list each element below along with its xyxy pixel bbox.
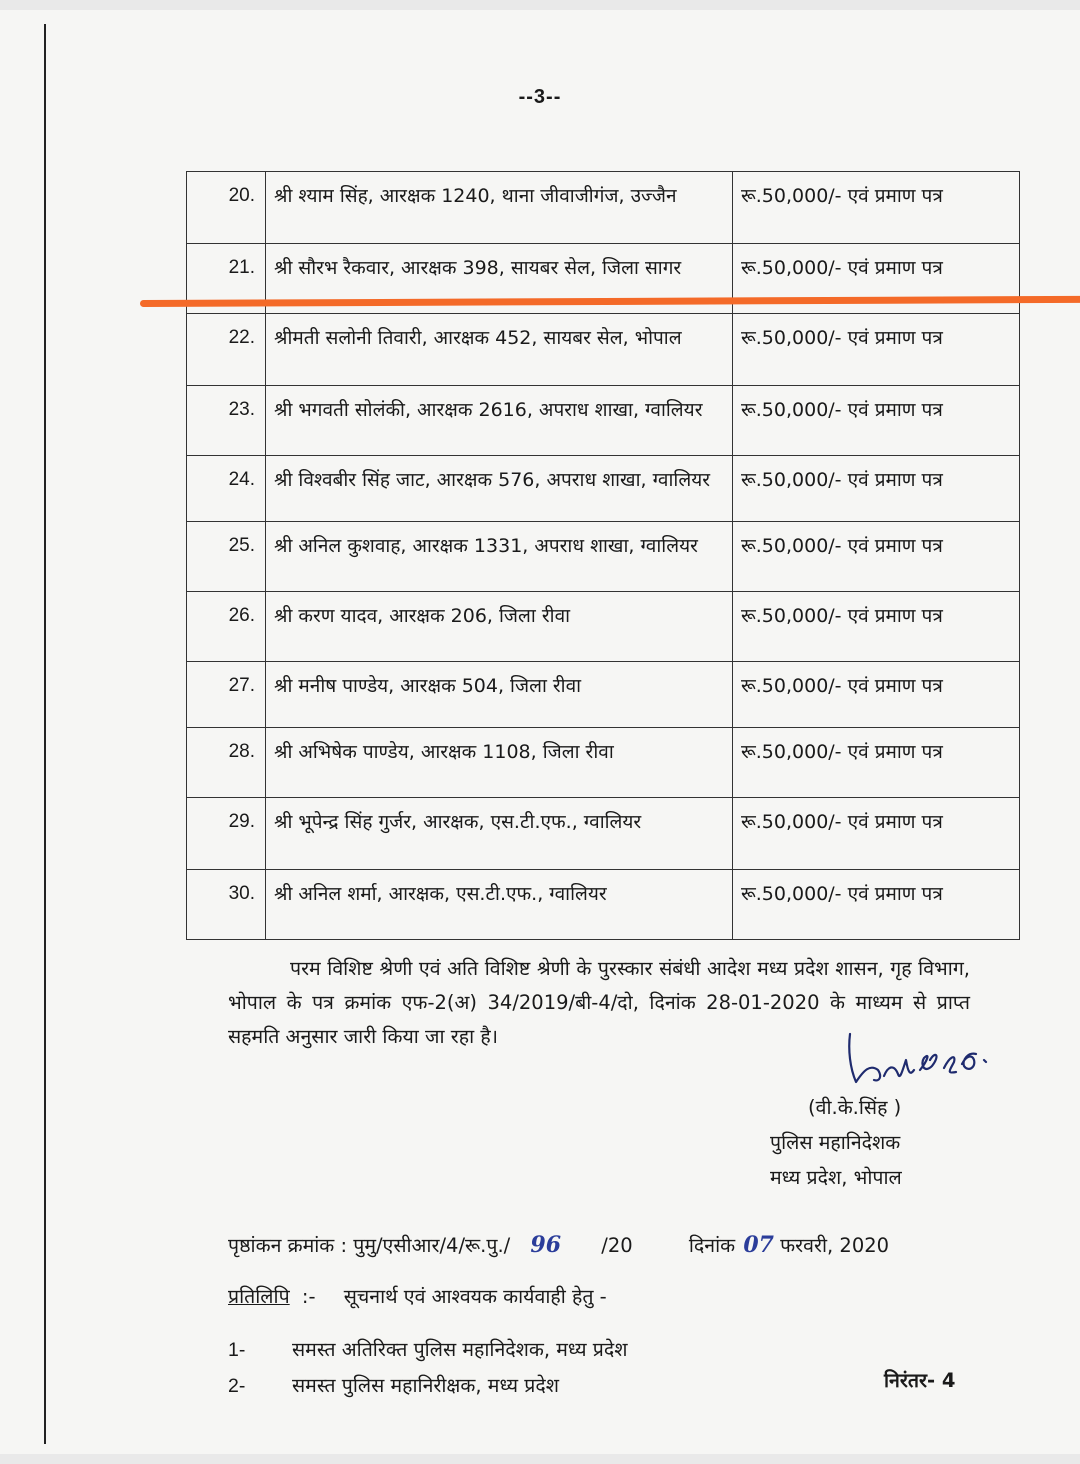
row-number: 28. (187, 728, 266, 798)
award-amount: रू.50,000/- एवं प्रमाण पत्र (733, 244, 1020, 314)
row-number: 20. (187, 172, 266, 244)
recipient-name: श्रीमती सलोनी तिवारी, आरक्षक 452, सायबर सेल, भोपाल (266, 314, 733, 386)
row-number: 27. (187, 662, 266, 728)
award-amount: रू.50,000/- एवं प्रमाण पत्र (733, 386, 1020, 456)
award-amount: रू.50,000/- एवं प्रमाण पत्र (733, 798, 1020, 870)
award-amount: रू.50,000/- एवं प्रमाण पत्र (733, 870, 1020, 940)
row-number: 24. (187, 456, 266, 522)
recipient-name: श्री अनिल कुशवाह, आरक्षक 1331, अपराध शाखा, ग्वालियर (266, 522, 733, 592)
list-index: 2- (228, 1375, 246, 1397)
copy-purpose: सूचनार्थ एवं आश्वयक कार्यवाही हेतु - (343, 1285, 607, 1308)
recipient-name: श्री विश्वबीर सिंह जाट, आरक्षक 576, अपराध शाखा, ग्वालियर (266, 456, 733, 522)
page-edge-line (44, 24, 46, 1444)
date-label: दिनांक (688, 1234, 736, 1257)
row-number: 23. (187, 386, 266, 456)
list-index: 1- (228, 1339, 246, 1361)
award-amount: रू.50,000/- एवं प्रमाण पत्र (733, 172, 1020, 244)
table-row (187, 592, 1020, 662)
table-row (187, 798, 1020, 870)
table-row (187, 386, 1020, 456)
copy-to-line (228, 1282, 607, 1312)
order-paragraph: परम विशिष्ट श्रेणी एवं अति विशिष्ट श्रेणी के पुरस्कार संबंधी आदेश मध्य प्रदेश शासन, गृह विभाग, भोपाल के पत्र क्रमांक एफ-2(अ) 34/2019/बी-4/दो, दिनांक 28-01-2020 के माध्यम से प्राप्त सहमति अनुसार जारी किया जा रहा है। (228, 957, 970, 1048)
signatory-block (770, 1090, 1010, 1195)
signatory-designation: पुलिस महानिदेशक (770, 1131, 901, 1154)
table-row (187, 662, 1020, 728)
continued-marker: निरंतर- 4 (884, 1369, 956, 1392)
row-number: 25. (187, 522, 266, 592)
award-amount: रू.50,000/- एवं प्रमाण पत्र (733, 592, 1020, 662)
award-amount: रू.50,000/- एवं प्रमाण पत्र (733, 662, 1020, 728)
list-item (228, 1368, 627, 1404)
reference-label: पृष्ठांकन क्रमांक : पुमु/एसीआर/4/रू.पु./ (228, 1234, 511, 1257)
award-amount: रू.50,000/- एवं प्रमाण पत्र (733, 728, 1020, 798)
signatory-name: (वी.के.सिंह ) (808, 1096, 902, 1119)
list-text: समस्त अतिरिक्त पुलिस महानिदेशक, मध्य प्रदेश (292, 1338, 628, 1361)
award-amount: रू.50,000/- एवं प्रमाण पत्र (733, 456, 1020, 522)
row-number: 29. (187, 798, 266, 870)
recipient-name: श्री सौरभ रैकवार, आरक्षक 398, सायबर सेल, जिला सागर (266, 244, 733, 314)
row-number: 26. (187, 592, 266, 662)
copy-separator: :- (301, 1285, 316, 1308)
list-item (228, 1332, 627, 1368)
copy-label: प्रतिलिपि (228, 1285, 290, 1308)
handwritten-signature (844, 1030, 994, 1090)
table-row (187, 728, 1020, 798)
reference-year: /20 (601, 1234, 633, 1257)
recipient-name: श्री अभिषेक पाण्डेय, आरक्षक 1108, जिला रीवा (266, 728, 733, 798)
recipient-name: श्री मनीष पाण्डेय, आरक्षक 504, जिला रीवा (266, 662, 733, 728)
list-text: समस्त पुलिस महानिरीक्षक, मध्य प्रदेश (292, 1374, 560, 1397)
recipient-name: श्री करण यादव, आरक्षक 206, जिला रीवा (266, 592, 733, 662)
date-month-year: फरवरी, 2020 (780, 1234, 890, 1257)
recipient-name: श्री भगवती सोलंकी, आरक्षक 2616, अपराध शाखा, ग्वालियर (266, 386, 733, 456)
award-amount: रू.50,000/- एवं प्रमाण पत्र (733, 314, 1020, 386)
endorsement-reference (228, 1230, 988, 1261)
distribution-list (228, 1332, 627, 1404)
row-number: 22. (187, 314, 266, 386)
recipient-name: श्री भूपेन्द्र सिंह गुर्जर, आरक्षक, एस.टी.एफ., ग्वालियर (266, 798, 733, 870)
award-amount: रू.50,000/- एवं प्रमाण पत्र (733, 522, 1020, 592)
award-table (186, 171, 1020, 940)
handwritten-date-day: 07 (743, 1232, 774, 1258)
row-number: 21. (187, 244, 266, 314)
page-number: --3-- (518, 86, 562, 108)
row-number: 30. (187, 870, 266, 940)
recipient-name: श्री अनिल शर्मा, आरक्षक, एस.टी.एफ., ग्वालियर (266, 870, 733, 940)
table-row (187, 456, 1020, 522)
handwritten-reference-number: 96 (530, 1232, 562, 1258)
signatory-location: मध्य प्रदेश, भोपाल (770, 1166, 902, 1189)
table-row (187, 172, 1020, 244)
table-row (187, 522, 1020, 592)
table-row (187, 870, 1020, 940)
recipient-name: श्री श्याम सिंह, आरक्षक 1240, थाना जीवाजीगंज, उज्जैन (266, 172, 733, 244)
table-row (187, 314, 1020, 386)
